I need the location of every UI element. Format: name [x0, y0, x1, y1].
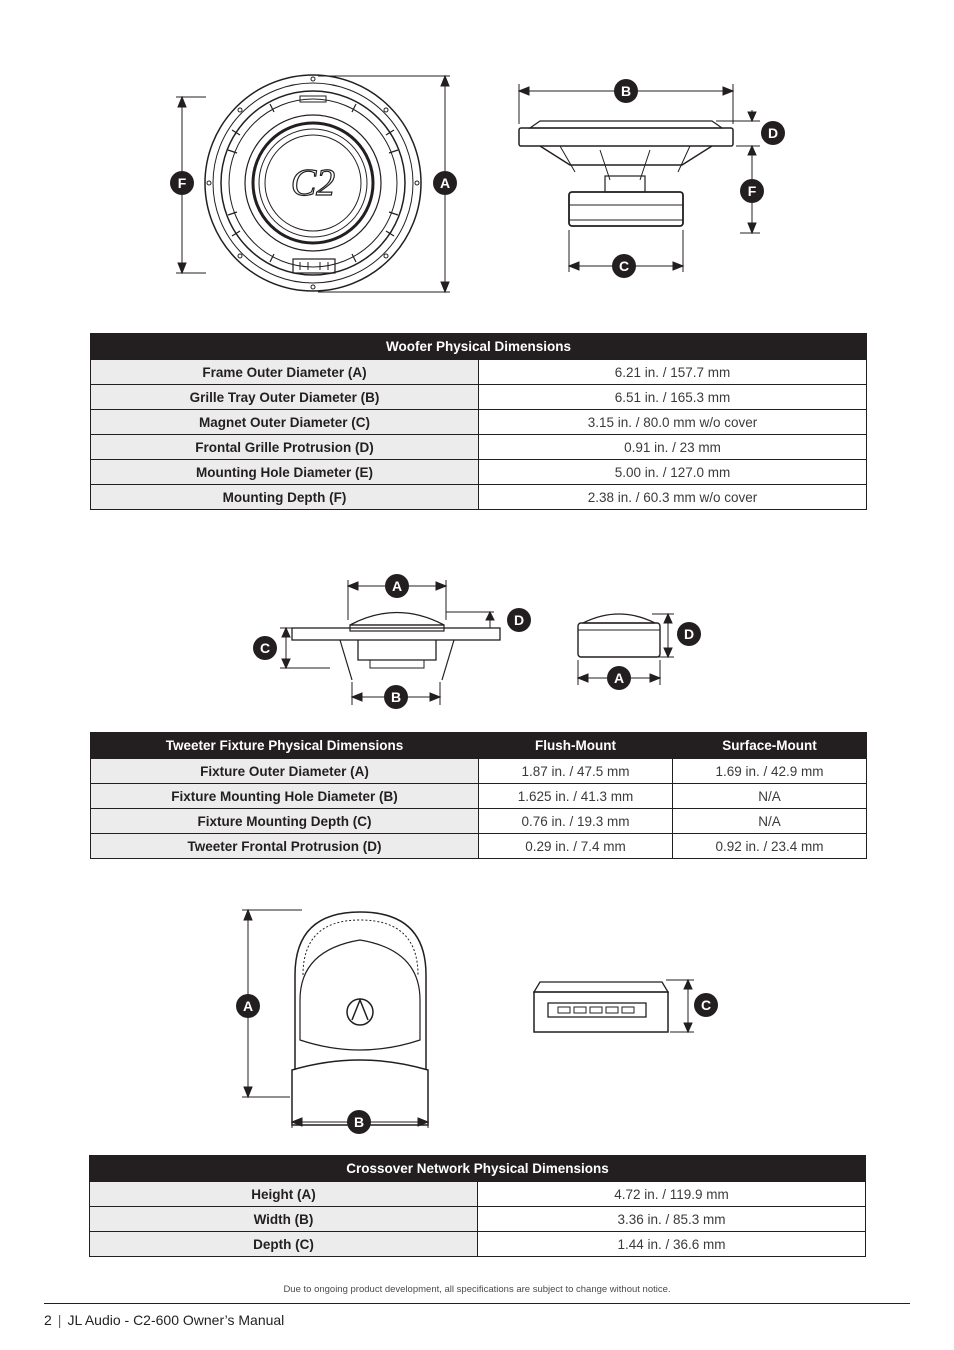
callout-c-label: C [700, 997, 712, 1013]
footer-divider [44, 1303, 910, 1304]
callout-b-label: B [353, 1114, 365, 1130]
callout-d-label: D [683, 626, 695, 642]
callout-f-label: F [177, 175, 187, 191]
table-title: Crossover Network Physical Dimensions [90, 1156, 866, 1182]
table-header: Tweeter Fixture Physical Dimensions [91, 733, 479, 759]
tweeter-flush-diagram [245, 570, 540, 715]
callout-b-label: B [390, 689, 402, 705]
table-title: Woofer Physical Dimensions [91, 334, 867, 360]
tweeter-surface-diagram [570, 605, 710, 700]
callout-d-label: D [513, 612, 525, 628]
table-row: Mounting Hole Diameter (E) 5.00 in. / 127.0 mm [91, 460, 867, 485]
table-row: Width (B) 3.36 in. / 85.3 mm [90, 1207, 866, 1232]
callout-c-label: C [259, 640, 271, 656]
callout-a-label: A [613, 670, 625, 686]
table-row: Height (A) 4.72 in. / 119.9 mm [90, 1182, 866, 1207]
footer-title: JL Audio - C2-600 Owner’s Manual [67, 1312, 285, 1328]
woofer-side-diagram [505, 75, 795, 285]
woofer-dimensions-table [90, 333, 867, 510]
table-row: Tweeter Frontal Protrusion (D) 0.29 in. / 7.4 mm 0.92 in. / 23.4 mm [91, 834, 867, 859]
table-row: Grille Tray Outer Diameter (B) 6.51 in. / 165.3 mm [91, 385, 867, 410]
table-row: Depth (C) 1.44 in. / 36.6 mm [90, 1232, 866, 1257]
page-footer [44, 1312, 284, 1328]
disclaimer-text: Due to ongoing product development, all specifications are subject to change without notice. [283, 1284, 671, 1295]
footer-separator: | [57, 1312, 62, 1328]
callout-a-label: A [391, 578, 403, 594]
tweeter-dimensions-table [90, 732, 867, 859]
callout-d-label: D [767, 125, 779, 141]
callout-f-label: F [747, 183, 757, 199]
crossover-front-diagram [230, 900, 440, 1140]
page-number: 2 [44, 1312, 52, 1328]
table-row: Mounting Depth (F) 2.38 in. / 60.3 mm w/o cover [91, 485, 867, 510]
table-header: Flush-Mount [479, 733, 673, 759]
table-row: Frontal Grille Protrusion (D) 0.91 in. / 23 mm [91, 435, 867, 460]
woofer-front-diagram [160, 70, 470, 300]
table-row: Fixture Outer Diameter (A) 1.87 in. / 47.5 mm 1.69 in. / 42.9 mm [91, 759, 867, 784]
crossover-dimensions-table [89, 1155, 866, 1257]
crossover-side-diagram [525, 970, 730, 1040]
woofer-logo: C2 [290, 162, 336, 204]
callout-b-label: B [620, 83, 632, 99]
table-row: Frame Outer Diameter (A) 6.21 in. / 157.7 mm [91, 360, 867, 385]
table-row: Magnet Outer Diameter (C) 3.15 in. / 80.0 mm w/o cover [91, 410, 867, 435]
callout-a-label: A [439, 175, 451, 191]
table-row: Fixture Mounting Hole Diameter (B) 1.625 in. / 41.3 mm N/A [91, 784, 867, 809]
callout-c-label: C [618, 258, 630, 274]
callout-a-label: A [242, 998, 254, 1014]
table-row: Fixture Mounting Depth (C) 0.76 in. / 19.3 mm N/A [91, 809, 867, 834]
table-header: Surface-Mount [673, 733, 867, 759]
